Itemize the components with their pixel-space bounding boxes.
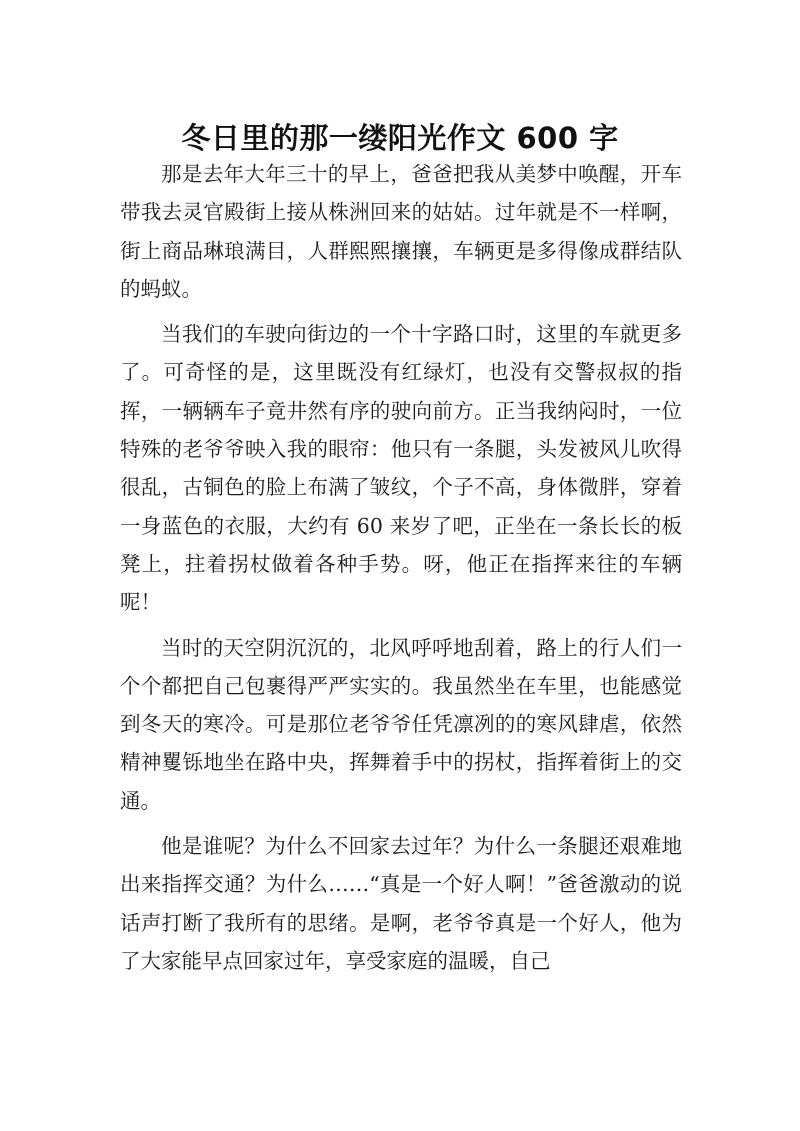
paragraph-1: 那是去年大年三十的早上，爸爸把我从美梦中唤醒，开车带我去灵官殿街上接从株洲回来的姑姑。过年就是不一样啊，街上商品琳琅满目，人群熙熙攘攘，车辆更是多得像成群结队的蚂蚁。 — [120, 162, 682, 301]
paragraph-2: 当我们的车驶向街边的一个十字路口时，这里的车就更多了。可奇怪的是，这里既没有红绿灯，也没有交警叔叔的指挥，一辆辆车子竟井然有序的驶向前方。正当我纳闷时，一位特殊的老爷爷映入我的眼帘：他只有一条腿，头发被风儿吹得很乱，古铜色的脸上布满了皱纹，个子不高，身体微胖，穿着一身蓝色的衣服，大约有 60 来岁了吧，正坐在一条长长的板凳上，拄着拐杖做着各种手势。呀，他正在指挥来往的车辆呢！ — [120, 322, 682, 615]
document-body — [120, 155, 682, 987]
document-title: 冬日里的那一缕阳光作文 600 字 — [181, 121, 619, 156]
paragraph-4: 他是谁呢？为什么不回家去过年？为什么一条腿还艰难地出来指挥交通？为什么……“真是一个好人啊！”爸爸激动的说话声打断了我所有的思绪。是啊，老爷爷真是一个好人，他为了大家能早点回家过年，享受家庭的温暖，自己 — [120, 834, 682, 973]
paragraph-3: 当时的天空阴沉沉的，北风呼呼地刮着，路上的行人们一个个都把自己包裹得严严实实的。我虽然坐在车里，也能感觉到冬天的寒冷。可是那位老爷爷任凭凛冽的的寒风肆虐，依然精神矍铄地坐在路中央，挥舞着手中的拐杖，指挥着街上的交通。 — [120, 635, 682, 813]
